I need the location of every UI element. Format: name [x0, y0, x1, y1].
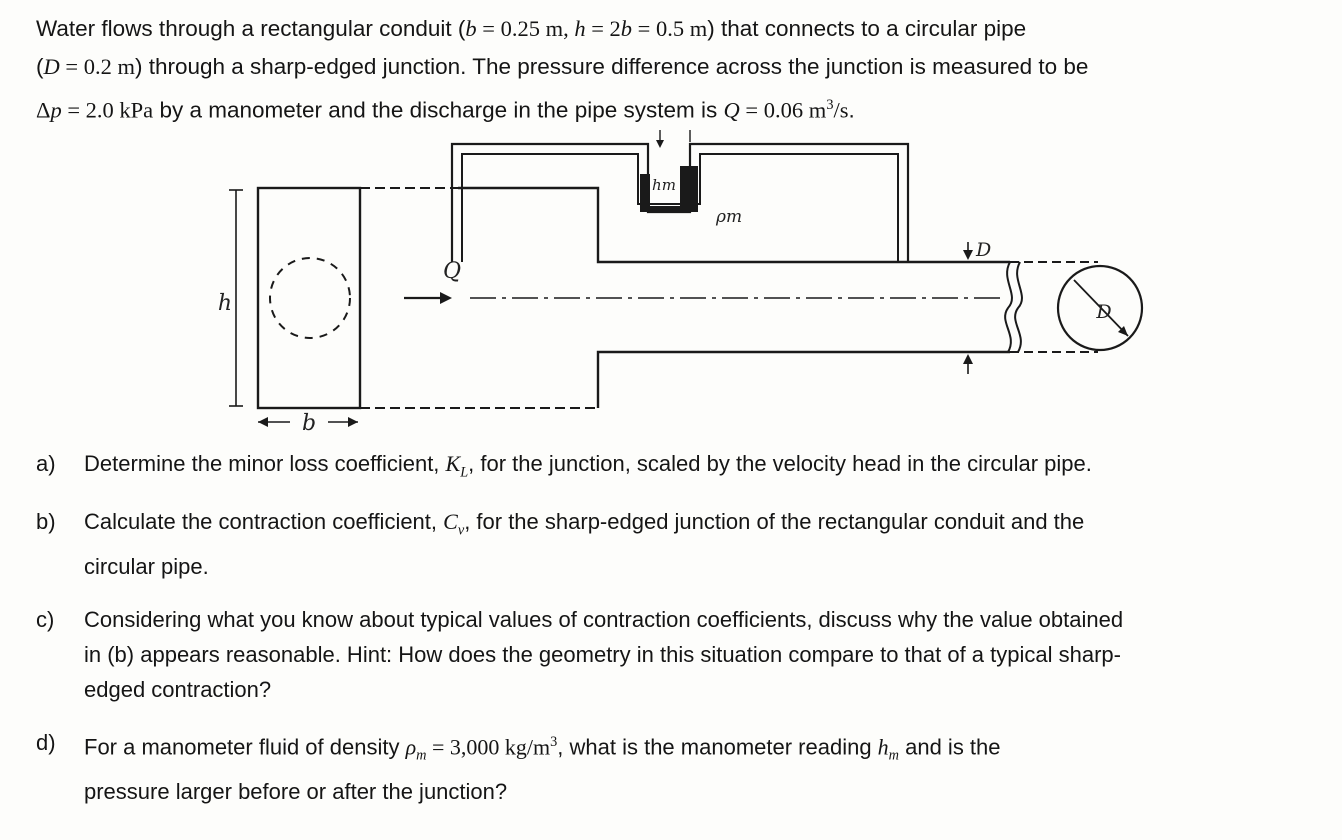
- intro-line-1: [36, 10, 1326, 48]
- subscript: v: [457, 522, 465, 539]
- question-a: [36, 446, 1326, 490]
- question-text: , for the sharp-edged junction of the rectangular conduit and the: [464, 509, 1085, 535]
- symbol-K: K: [445, 451, 461, 476]
- symbol-h: h: [877, 734, 889, 760]
- subscript: L: [460, 464, 469, 481]
- intro-line-3: [36, 86, 1326, 130]
- label-rho-m: ρm: [716, 207, 743, 227]
- label-hm: hm: [652, 176, 676, 194]
- question-list: [36, 446, 1326, 823]
- question-text: Calculate the contraction coefficient,: [84, 509, 444, 535]
- symbol-delta: Δ: [36, 97, 51, 123]
- value-b: = 0.25 m,: [476, 16, 575, 41]
- value-h: = 0.5 m: [632, 16, 708, 41]
- symbol-Q: Q: [723, 97, 740, 123]
- label-D-top: D: [976, 239, 992, 261]
- symbol-h: h: [574, 16, 586, 41]
- value-dp: = 2.0 kPa: [61, 97, 154, 123]
- superscript: 3: [550, 733, 558, 750]
- text-segment: ) through a sharp-edged junction. The pressure difference across the junction is measured to be: [134, 54, 1089, 79]
- question-text: For a manometer fluid of density: [84, 734, 406, 760]
- text-segment: ) that connects to a circular pipe: [707, 16, 1027, 41]
- question-b: [36, 504, 1326, 583]
- question-text: Determine the minor loss coefficient,: [84, 451, 446, 476]
- question-c: [36, 602, 1326, 707]
- question-text: circular pipe.: [84, 553, 209, 579]
- value-Q: = 0.06 m: [739, 97, 827, 123]
- equation-segment: = 2: [585, 16, 621, 41]
- conduit-section: [258, 188, 360, 408]
- subscript: m: [416, 747, 427, 764]
- symbol-rho: ρ: [405, 734, 417, 760]
- question-text: pressure larger before or after the junction?: [84, 778, 508, 804]
- problem-statement: [36, 10, 1326, 130]
- label-Q: Q: [442, 259, 462, 284]
- label-D-circle: D: [1096, 301, 1112, 323]
- question-text: edged contraction?: [84, 676, 272, 702]
- text-segment: (: [36, 54, 44, 79]
- question-text: , for the junction, scaled by the velocity head in the circular pipe.: [468, 451, 1092, 476]
- label-b: b: [301, 411, 317, 436]
- junction-diagram: [0, 130, 1342, 440]
- question-text: Considering what you know about typical values of contraction coefficients, discuss why the value obtained: [84, 606, 1124, 632]
- question-text: , what is the manometer reading: [557, 734, 878, 760]
- text-segment: Water flows through a rectangular conduit (: [36, 16, 466, 41]
- symbol-b: b: [465, 16, 477, 41]
- pipe-outline-dashed: [270, 258, 350, 338]
- question-tag: d): [36, 729, 56, 755]
- question-text: in (b) appears reasonable. Hint: How does the geometry in this situation compare to that of a typical sharp-: [84, 641, 1121, 667]
- question-tag: a): [36, 451, 56, 476]
- question-text: and is the: [899, 734, 1001, 760]
- lower-wall: [598, 352, 1010, 408]
- unit: /s: [833, 97, 849, 123]
- question-tag: b): [36, 509, 56, 535]
- text-segment: .: [848, 97, 855, 123]
- text-segment: by a manometer and the discharge in the pipe system is: [153, 97, 724, 123]
- subscript: m: [888, 747, 899, 764]
- superscript: 3: [826, 97, 834, 113]
- symbol-D: D: [43, 54, 60, 79]
- question-d: [36, 725, 1326, 809]
- symbol-b: b: [620, 16, 633, 41]
- label-h: h: [217, 291, 232, 316]
- symbol-p: p: [50, 97, 62, 123]
- question-tag: c): [36, 606, 55, 632]
- intro-line-2: [36, 48, 1326, 86]
- junction-figure: [0, 130, 1342, 440]
- symbol-C: C: [443, 509, 458, 535]
- value-rho: = 3,000 kg/m: [426, 734, 551, 760]
- value-D: = 0.2 m: [59, 54, 135, 79]
